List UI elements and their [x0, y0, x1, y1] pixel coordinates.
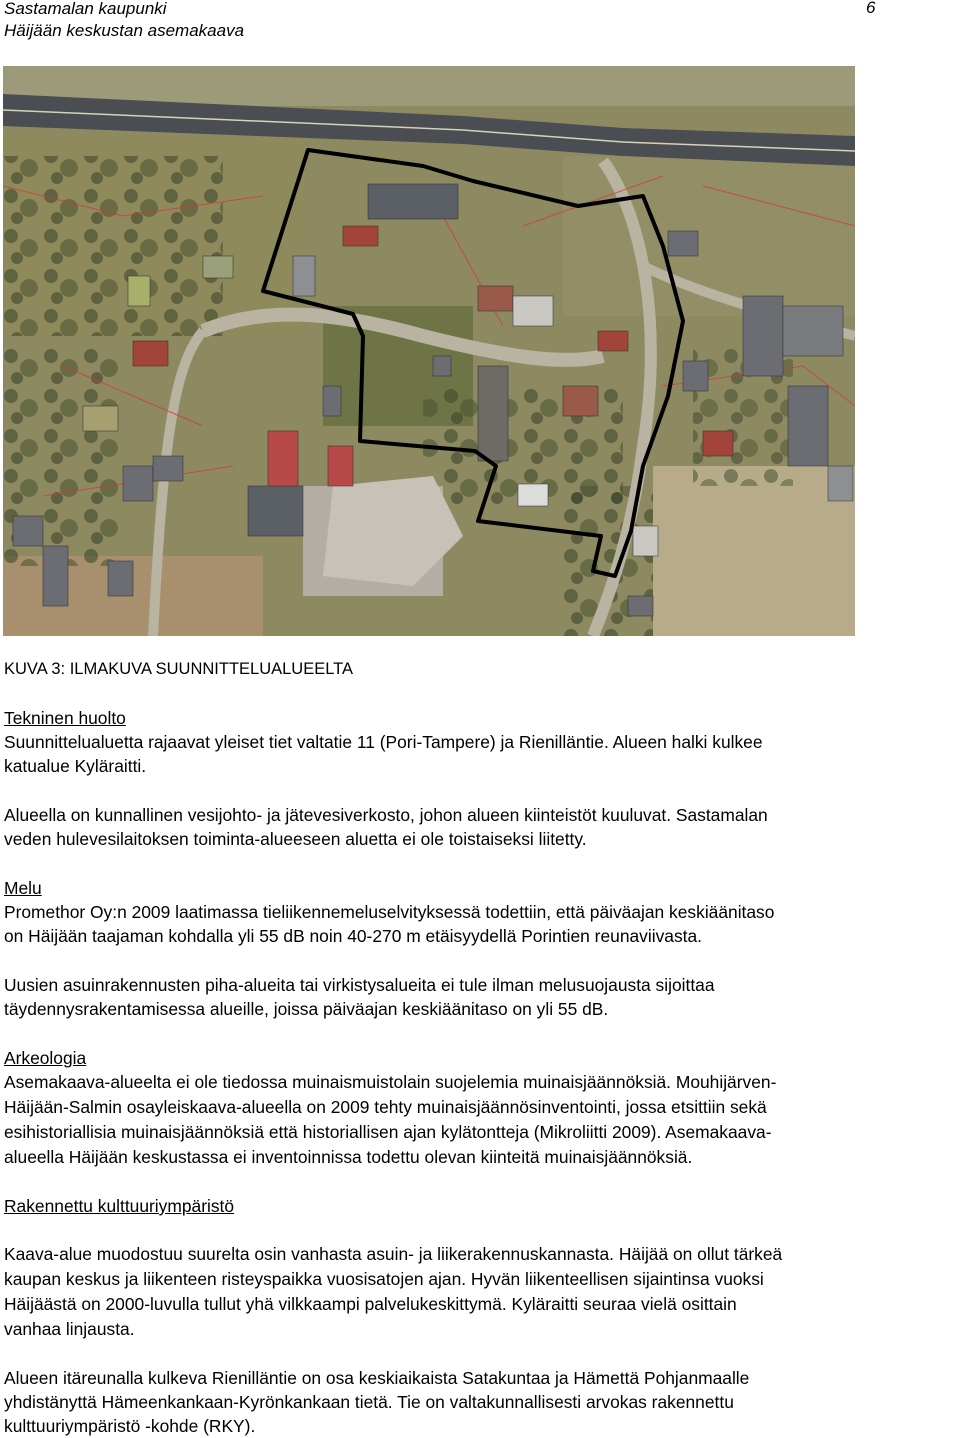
melu-p2-line1: Uusien asuinrakennusten piha-alueita tai virkistysalueita ei tule ilman melusuojausta sijoittaa [4, 975, 715, 995]
aerial-photo [3, 66, 855, 636]
kulttuuri-p2-line3: kulttuuriympäristö -kohde (RKY). [4, 1416, 256, 1436]
header-org: Sastamalan kaupunki [4, 0, 167, 18]
kulttuuri-p1-line4: vanhaa linjausta. [4, 1319, 135, 1339]
melu-p1-line1: Promethor Oy:n 2009 laatimassa tieliikennemeluselvityksessä todettiin, että päiväajan keskiäänitaso [4, 902, 775, 922]
melu-p2-line2: täydennysrakentamisessa alueille, joissa päiväajan keskiäänitaso on yli 55 dB. [4, 999, 609, 1019]
heading-rakennettu-kulttuuriymparisto: Rakennettu kulttuuriympäristö [4, 1196, 235, 1216]
kulttuuri-p2-line1: Alueen itäreunalla kulkeva Rienilläntie on osa keskiaikaista Satakuntaa ja Hämettä Pohjanmaalle [4, 1368, 750, 1388]
tekninen-p1-line2: katualue Kyläraitti. [4, 756, 147, 776]
arkeologia-line4: alueella Häijään keskustassa ei inventoinnissa todettu olevan kiinteitä muinaisjäännöksiä. [4, 1147, 693, 1167]
page-number: 6 [866, 0, 876, 17]
kulttuuri-p1-line3: Häijäästä on 2000-luvulla tullut yhä vilkkaampi palvelukeskittymä. Kyläraitti seuraa vielä osittain [4, 1294, 737, 1314]
arkeologia-line3: esihistoriallisia muinaisjäännöksiä että historiallisen ajan kylätontteja (Mikroliitti 2009). Asemakaava- [4, 1122, 772, 1142]
kulttuuri-p1-line2: kaupan keskus ja liikenteen risteyspaikka vuosisatojen ajan. Hyvän liikenteellisen sijaintinsa vuoksi [4, 1269, 764, 1289]
heading-tekninen-huolto: Tekninen huolto [4, 708, 126, 728]
header-document-title: Häijään keskustan asemakaava [4, 21, 245, 40]
kulttuuri-p2-line2: yhdistänyttä Hämeenkankaan-Kyrönkankaan tietä. Tie on valtakunnallisesti arvokas rakennettu [4, 1392, 734, 1412]
figure-caption: KUVA 3: ILMAKUVA SUUNNITTELUALUEELTA [4, 660, 354, 678]
tekninen-p1-line1: Suunnittelualuetta rajaavat yleiset tiet valtatie 11 (Pori-Tampere) ja Rienilläntie. Alueen halki kulkee [4, 732, 763, 752]
arkeologia-line1: Asemakaava-alueelta ei ole tiedossa muinaismuistolain suojelemia muinaisjäännöksiä. Mouhijärven- [4, 1072, 777, 1092]
heading-melu: Melu [4, 878, 42, 898]
melu-p1-line2: on Häijään taajaman kohdalla yli 55 dB noin 40-270 m etäisyydellä Porintien reunaviivasta. [4, 926, 702, 946]
heading-arkeologia: Arkeologia [4, 1048, 87, 1068]
tekninen-p2-line1: Alueella on kunnallinen vesijohto- ja jätevesiverkosto, johon alueen kiinteistöt kuuluvat. Sastamalan [4, 805, 768, 825]
kulttuuri-p1-line1: Kaava-alue muodostuu suurelta osin vanhasta asuin- ja liikerakennuskannasta. Häijää on ollut tärkeä [4, 1244, 783, 1264]
tekninen-p2-line2: veden hulevesilaitoksen toiminta-alueeseen aluetta ei ole toistaiseksi liitetty. [4, 829, 587, 849]
arkeologia-line2: Häijään-Salmin osayleiskaava-alueella on 2009 tehty muinaisjäännösinventointi, jossa etsittiin sekä [4, 1097, 767, 1117]
